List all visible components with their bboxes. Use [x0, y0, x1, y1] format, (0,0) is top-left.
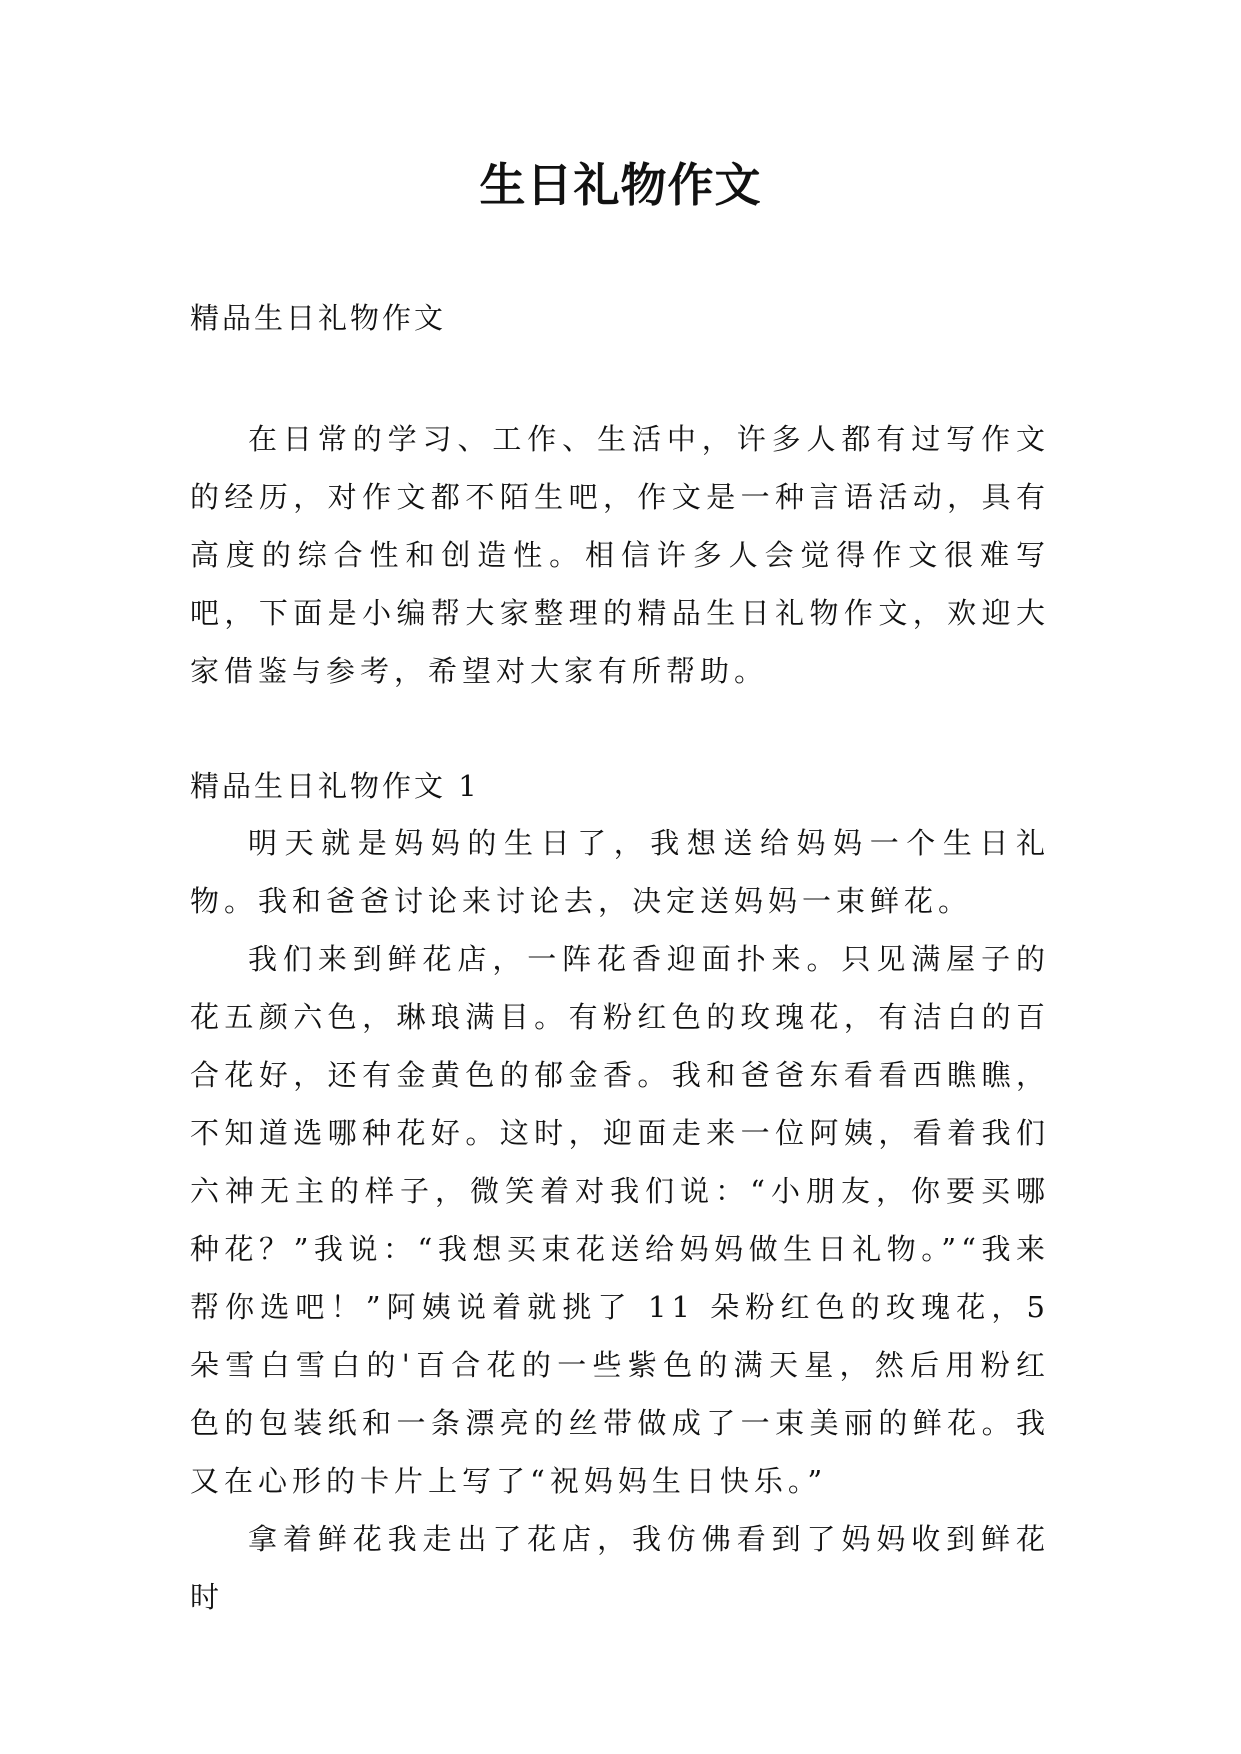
document-title: 生日礼物作文	[479, 158, 762, 212]
section-heading: 精品生日礼物作文 1	[190, 769, 480, 803]
body-paragraph-1: 明天就是妈妈的生日了，我想送给妈妈一个生日礼物。我和爸爸讨论来讨论去，决定送妈妈一束鲜花。	[190, 826, 1050, 918]
intro-paragraph: 在日常的学习、工作、生活中，许多人都有过写作文的经历，对作文都不陌生吧，作文是一种言语活动，具有高度的综合性和创造性。相信许多人会觉得作文很难写吧，下面是小编帮大家整理的精品生日礼物作文，欢迎大家借鉴与参考，希望对大家有所帮助。	[190, 422, 1050, 688]
body-paragraph-2: 我们来到鲜花店，一阵花香迎面扑来。只见满屋子的花五颜六色，琳琅满目。有粉红色的玫瑰花，有洁白的百合花好，还有金黄色的郁金香。我和爸爸东看看西瞧瞧，不知道选哪种花好。这时，迎面走来一位阿姨，看着我们六神无主的样子，微笑着对我们说：“小朋友，你要买哪种花？”我说：“我想买束花送给妈妈做生日礼物。”“我来帮你选吧！”阿姨说着就挑了 11 朵粉红色的玫瑰花，5 朵雪白雪白的'百合花的一些紫色的满天星，然后用粉红色的包装纸和一条漂亮的丝带做成了一束美丽的鲜花。我又在心形的卡片上写了“祝妈妈生日快乐。”	[190, 942, 1050, 1498]
spacer	[190, 700, 1050, 758]
spacer	[190, 346, 1050, 410]
body-paragraph-3: 拿着鲜花我走出了花店，我仿佛看到了妈妈收到鲜花时	[190, 1522, 1050, 1614]
document-body	[190, 290, 1050, 1626]
document-subtitle: 精品生日礼物作文	[190, 301, 447, 335]
